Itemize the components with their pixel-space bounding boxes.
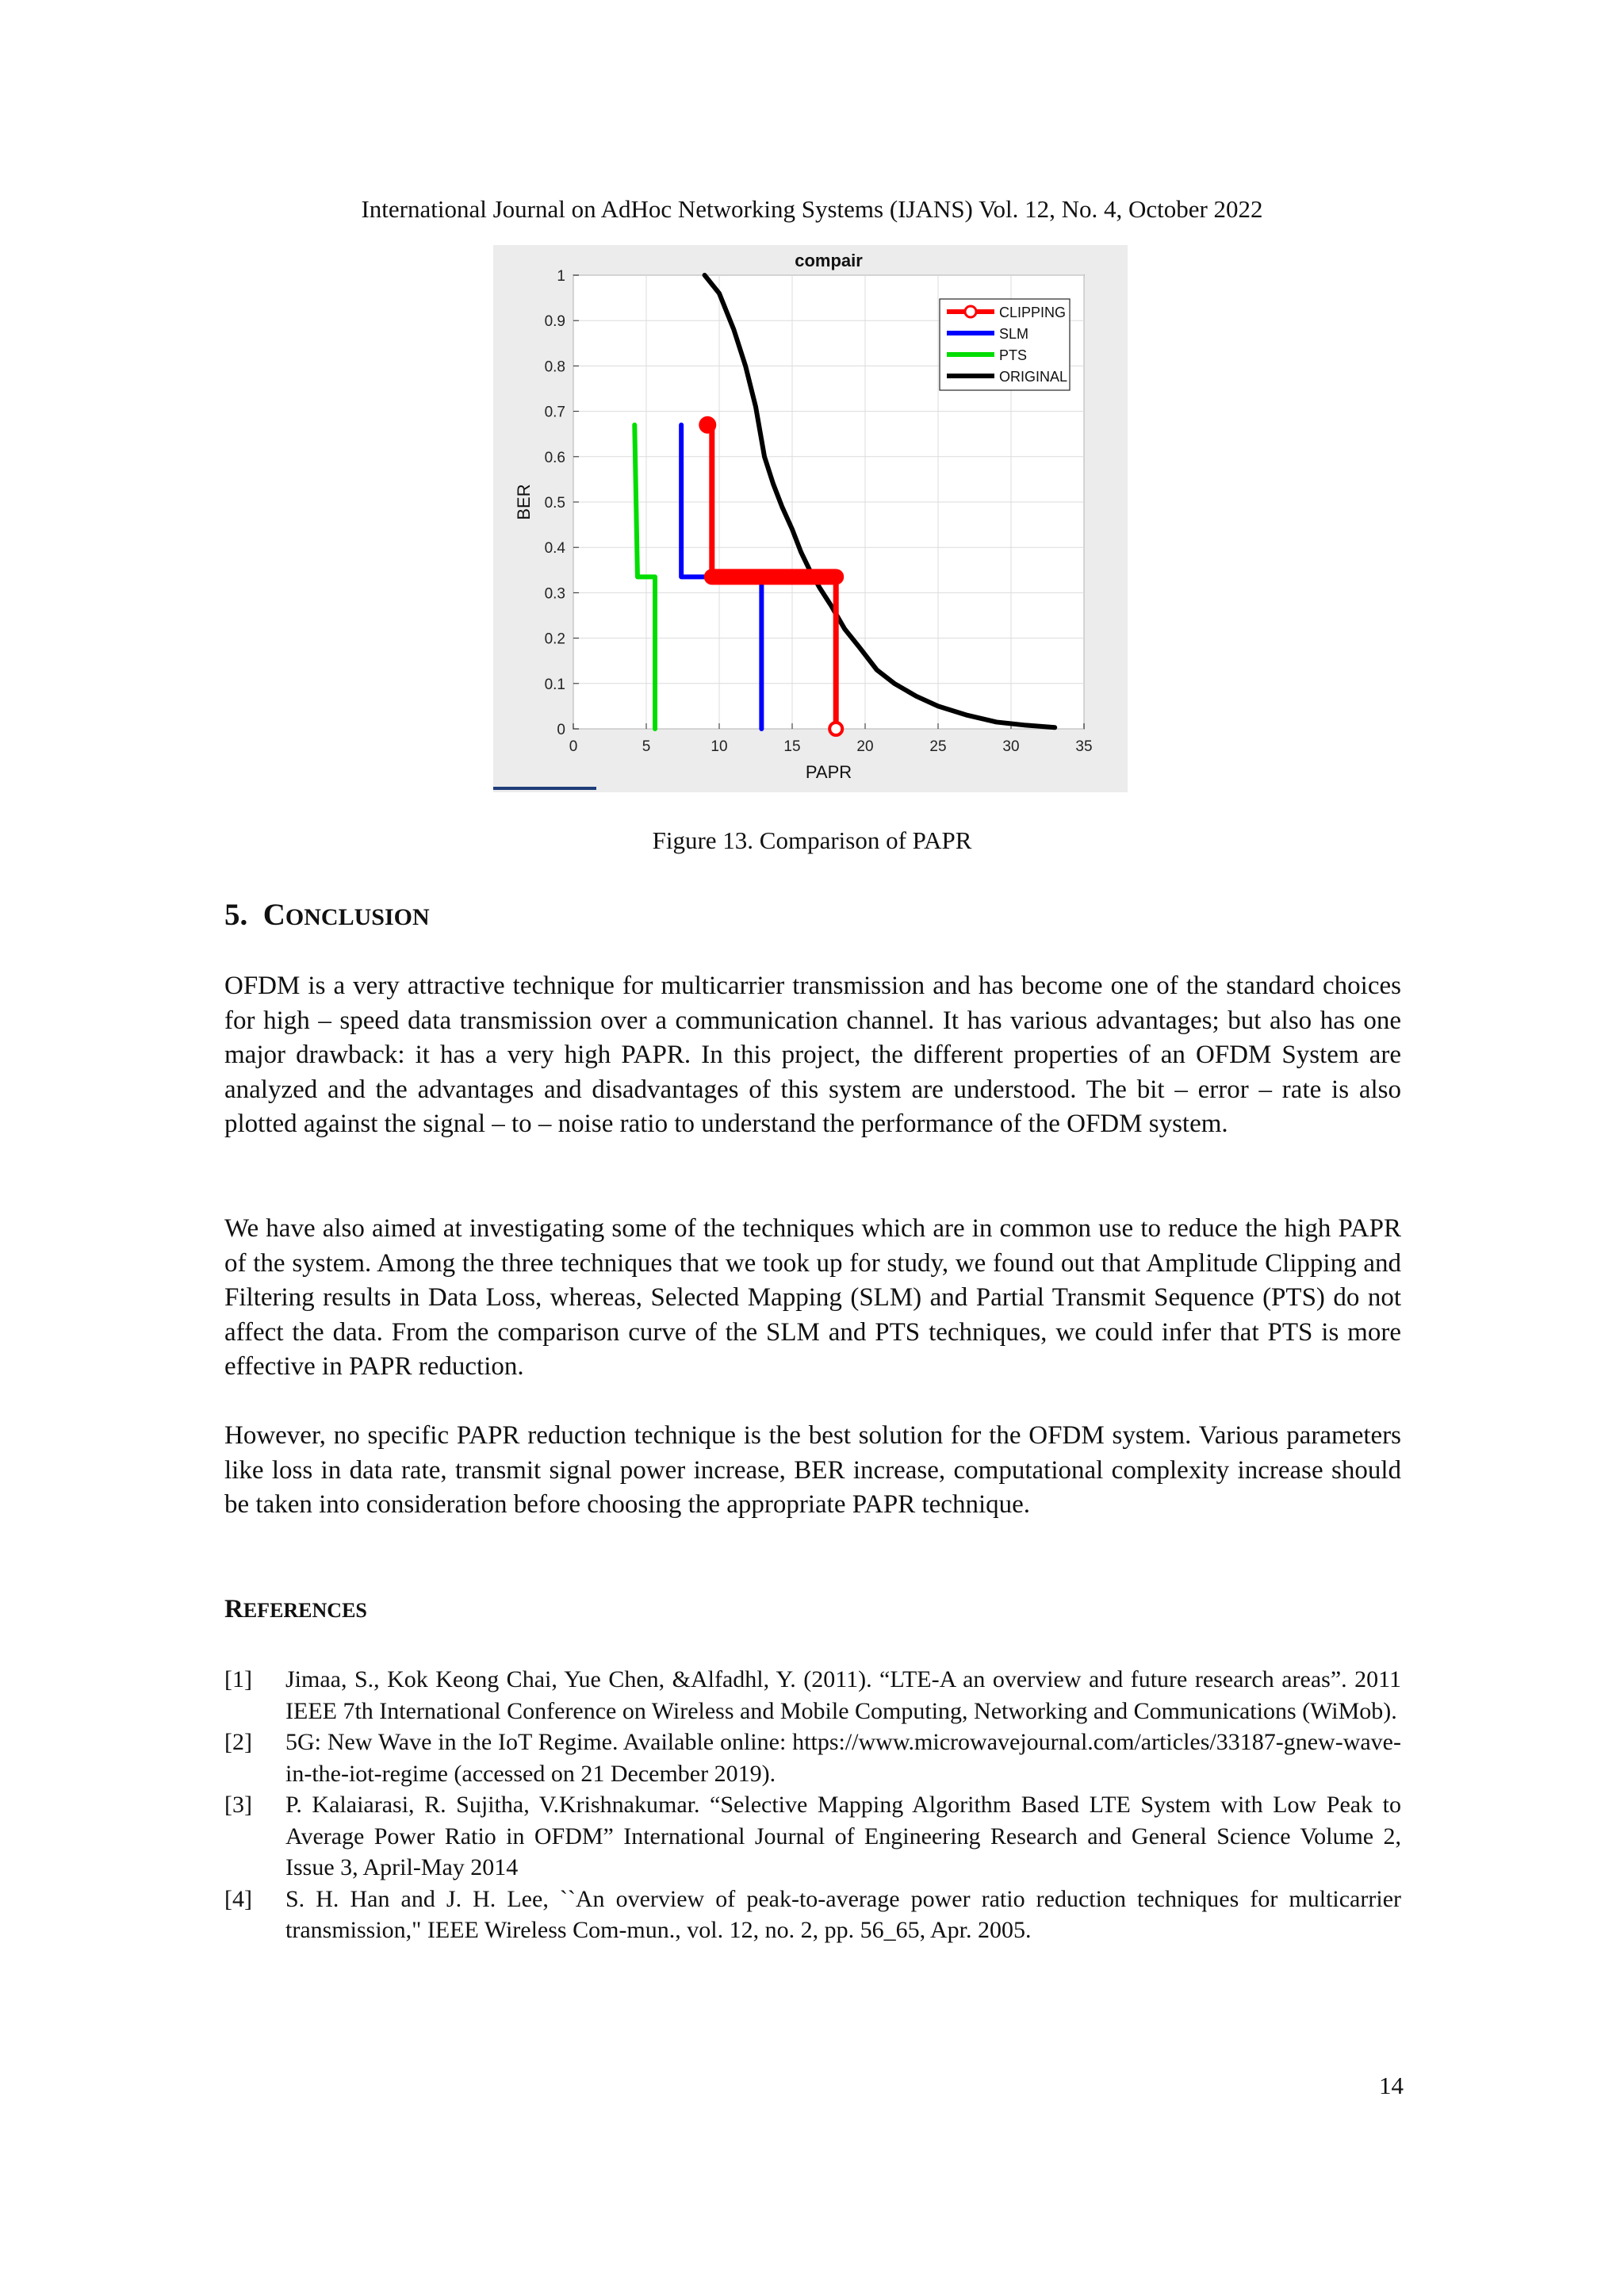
y-tick-label: 0 bbox=[557, 722, 565, 738]
chart-title: compair bbox=[795, 251, 863, 270]
reference-item bbox=[224, 1884, 1401, 1946]
reference-number: [4] bbox=[224, 1885, 252, 1912]
reference-item bbox=[224, 1664, 1401, 1727]
section-title-first: C bbox=[262, 898, 285, 932]
y-tick-label: 0.9 bbox=[544, 313, 565, 331]
y-tick-label: 0.8 bbox=[544, 358, 565, 376]
clipping-marker-end bbox=[829, 723, 842, 735]
x-tick-label: 25 bbox=[929, 738, 947, 755]
legend-label-slm: SLM bbox=[999, 326, 1029, 342]
section-title-rest: ONCLUSION bbox=[285, 904, 430, 930]
references-heading-first: R bbox=[224, 1595, 243, 1623]
reference-text: S. H. Han and J. H. Lee, ``An overview of peak-to-average power ratio reduction techniques for multicarrier transmission," IEEE Wireless Com-mun., vol. 12, no. 2, pp. 56_65, Apr. 2005. bbox=[285, 1885, 1401, 1943]
section-number: 5. bbox=[224, 898, 248, 932]
legend-marker-clipping bbox=[965, 306, 976, 317]
x-tick-label: 0 bbox=[569, 738, 578, 755]
x-tick-label: 15 bbox=[783, 738, 801, 755]
running-header: International Journal on AdHoc Networking Systems (IJANS) Vol. 12, No. 4, October 2022 bbox=[361, 195, 1263, 223]
x-tick-label: 35 bbox=[1075, 738, 1093, 755]
papr-comparison-chart bbox=[493, 245, 1128, 792]
reference-number: [2] bbox=[224, 1729, 252, 1755]
chart-legend bbox=[940, 299, 1070, 390]
reference-text: P. Kalaiarasi, R. Sujitha, V.Krishnakumar. “Selective Mapping Algorithm Based LTE System with Low Peak to Average Power Ratio in OFDM” International Journal of Engineering Research and General Science Volume 2, Issue 3, April-May 2014 bbox=[285, 1792, 1401, 1880]
reference-item bbox=[224, 1727, 1401, 1789]
legend-label-original: ORIGINAL bbox=[999, 369, 1068, 385]
references-heading bbox=[224, 1595, 367, 1624]
paragraph: We have also aimed at investigating some of the techniques which are in common use to reduce the high PAPR of the system. Among the three techniques that we took up for study, we found out that Amplitude Clipping and Filtering results in Data Loss, whereas, Selected Mapping (SLM) and Partial Transmit Sequence (PTS) do not affect the data. From the comparison curve of the SLM and PTS techniques, we could infer that PTS is more effective in PAPR reduction. bbox=[224, 1214, 1401, 1381]
x-tick-label: 30 bbox=[1002, 738, 1020, 755]
y-tick-label: 1 bbox=[557, 268, 565, 285]
x-tick-label: 10 bbox=[710, 738, 728, 755]
reference-list bbox=[224, 1664, 1401, 1946]
legend-label-pts: PTS bbox=[999, 347, 1028, 363]
y-tick-label: 0.6 bbox=[544, 449, 565, 466]
x-axis-label: PAPR bbox=[805, 762, 852, 782]
y-tick-label: 0.5 bbox=[544, 495, 565, 512]
references-heading-rest: EFERENCES bbox=[243, 1599, 367, 1622]
y-tick-label: 0.4 bbox=[544, 540, 565, 558]
y-tick-label: 0.1 bbox=[544, 676, 565, 693]
figure-edge-mark bbox=[493, 787, 596, 790]
legend-label-clipping: CLIPPING bbox=[999, 305, 1067, 320]
figure-caption: Figure 13. Comparison of PAPR bbox=[652, 826, 972, 854]
reference-number: [1] bbox=[224, 1666, 252, 1692]
reference-item bbox=[224, 1789, 1401, 1884]
section-heading bbox=[224, 897, 430, 933]
y-tick-label: 0.7 bbox=[544, 404, 565, 421]
paragraph: OFDM is a very attractive technique for multicarrier transmission and has become one of the standard choices for high – speed data transmission over a communication channel. It has various advantages; but also has one major drawback: it has a very high PAPR. In this project, the different properties of an OFDM System are analyzed and the advantages and disadvantages of this system are understood. The bit – error – rate is also plotted against the signal – to – noise ratio to understand the performance of the OFDM system. bbox=[224, 972, 1401, 1138]
paragraph: However, no specific PAPR reduction technique is the best solution for the OFDM system. Various parameters like loss in data rate, transmit signal power increase, BER increase, computational complexity increase should be taken into consideration before choosing the appropriate PAPR technique. bbox=[224, 1421, 1401, 1519]
y-axis-label: BER bbox=[514, 484, 534, 520]
x-tick-label: 5 bbox=[642, 738, 651, 755]
y-tick-label: 0.3 bbox=[544, 585, 565, 603]
clipping-marker-top bbox=[699, 416, 716, 434]
y-tick-label: 0.2 bbox=[544, 631, 565, 648]
reference-text: Jimaa, S., Kok Keong Chai, Yue Chen, &Alfadhl, Y. (2011). “LTE-A an overview and future research areas”. 2011 IEEE 7th International Conference on Wireless and Mobile Computing, Networking and Communications (WiMob). bbox=[285, 1666, 1401, 1724]
reference-number: [3] bbox=[224, 1792, 252, 1818]
page-number: 14 bbox=[1379, 2072, 1404, 2099]
x-tick-label: 20 bbox=[856, 738, 874, 755]
reference-text: 5G: New Wave in the IoT Regime. Available online: https://www.microwavejournal.com/articles/33187-gnew-wave-in-the-iot-regime (accessed on 21 December 2019). bbox=[285, 1729, 1401, 1787]
